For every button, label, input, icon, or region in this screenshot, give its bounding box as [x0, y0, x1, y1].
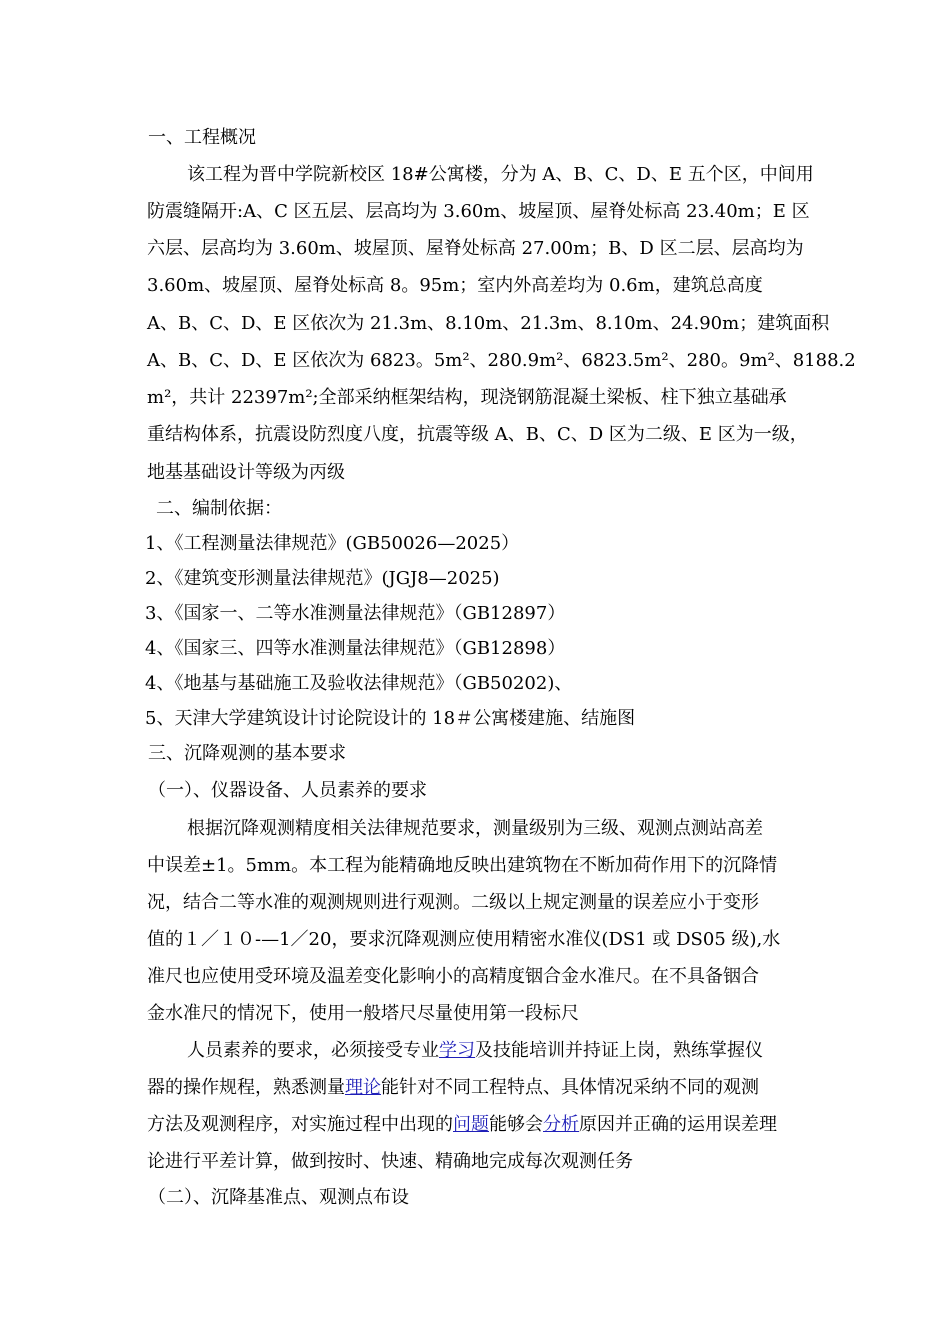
link-theory[interactable]: 理论: [345, 1077, 381, 1098]
paragraph-line: 中误差±1。5mm。本工程为能精确地反映出建筑物在不断加荷作用下的沉降情: [147, 855, 778, 876]
subsection-heading-1: （一）、仪器设备、人员素养的要求: [148, 780, 427, 801]
paragraph-line: 论进行平差计算，做到按时、快速、精确地完成每次观测任务: [147, 1151, 633, 1172]
paragraph-line: 防震缝隔开:A、C 区五层、层高均为 3.60m、坡屋顶、屋脊处标高 23.40m；E 区: [147, 201, 810, 222]
paragraph-line: 重结构体系，抗震设防烈度八度，抗震等级 A、B、C、D 区为二级、E 区为一级，: [147, 424, 808, 445]
reference-item: 1、《工程测量法律规范》(GB50026—2025）: [145, 533, 520, 554]
text-span: 人员素养的要求，必须接受专业: [187, 1040, 439, 1061]
link-analysis[interactable]: 分析: [543, 1114, 579, 1135]
paragraph-line: 准尺也应使用受环境及温差变化影响小的高精度铟合金水准尺。在不具备铟合: [147, 966, 759, 987]
paragraph-line: m²，共计 22397m²;全部采纳框架结构，现浇钢筋混凝土梁板、柱下独立基础承: [147, 387, 787, 408]
link-problem[interactable]: 问题: [453, 1114, 489, 1135]
reference-item: 5、天津大学建筑设计讨论院设计的 18＃公寓楼建施、结施图: [145, 708, 636, 729]
paragraph-line: 况，结合二等水准的观测规则进行观测。二级以上规定测量的误差应小于变形: [147, 892, 759, 913]
text-span: 及技能培训并持证上岗，熟练掌握仪: [475, 1040, 763, 1061]
paragraph-line: 六层、层高均为 3.60m、坡屋顶、屋脊处标高 27.00m；B、D 区二层、层高均为: [147, 238, 804, 259]
paragraph-line: [147, 1077, 759, 1099]
reference-item: 2、《建筑变形测量法律规范》(JGJ8—2025): [145, 568, 500, 589]
reference-item: 4、《地基与基础施工及验收法律规范》（GB50202)、: [145, 673, 573, 694]
paragraph-line: [187, 1040, 763, 1062]
reference-item: 4、《国家三、四等水准测量法律规范》（GB12898）: [145, 638, 566, 659]
text-span: 器的操作规程，熟悉测量: [147, 1077, 345, 1098]
text-span: 能够会: [489, 1114, 543, 1135]
reference-item: 3、《国家一、二等水准测量法律规范》（GB12897）: [145, 603, 566, 624]
text-span: 能针对不同工程特点、具体情况采纳不同的观测: [381, 1077, 759, 1098]
paragraph-line: 根据沉降观测精度相关法律规范要求，测量级别为三级、观测点测站高差: [187, 818, 763, 839]
paragraph-line: 值的１／１０-—1／20，要求沉降观测应使用精密水准仪(DS1 或 DS05 级),水: [147, 929, 781, 950]
paragraph-line: A、B、C、D、E 区依次为 6823。5m²、280.9m²、6823.5m²、280。9m²、8188.2: [147, 350, 856, 371]
text-span: 方法及观测程序，对实施过程中出现的: [147, 1114, 453, 1135]
section-heading-1: 一、工程概况: [148, 127, 256, 148]
paragraph-line: 金水准尺的情况下，使用一般塔尺尽量使用第一段标尺: [147, 1003, 579, 1024]
paragraph-line: 地基基础设计等级为丙级: [147, 462, 345, 483]
text-span: 原因并正确的运用误差理: [579, 1114, 777, 1135]
section-heading-3: 三、沉降观测的基本要求: [148, 743, 346, 764]
subsection-heading-2: （二）、沉降基准点、观测点布设: [148, 1187, 409, 1208]
section-heading-2: 二、编制依据：: [156, 498, 282, 519]
paragraph-line: 该工程为晋中学院新校区 18#公寓楼，分为 A、B、C、D、E 五个区，中间用: [187, 164, 814, 185]
paragraph-line: [147, 1114, 777, 1136]
paragraph-line: A、B、C、D、E 区依次为 21.3m、8.10m、21.3m、8.10m、24.90m；建筑面积: [147, 313, 830, 334]
paragraph-line: 3.60m、坡屋顶、屋脊处标高 8。95m；室内外高差均为 0.6m，建筑总高度: [147, 275, 763, 296]
link-study[interactable]: 学习: [439, 1040, 475, 1061]
